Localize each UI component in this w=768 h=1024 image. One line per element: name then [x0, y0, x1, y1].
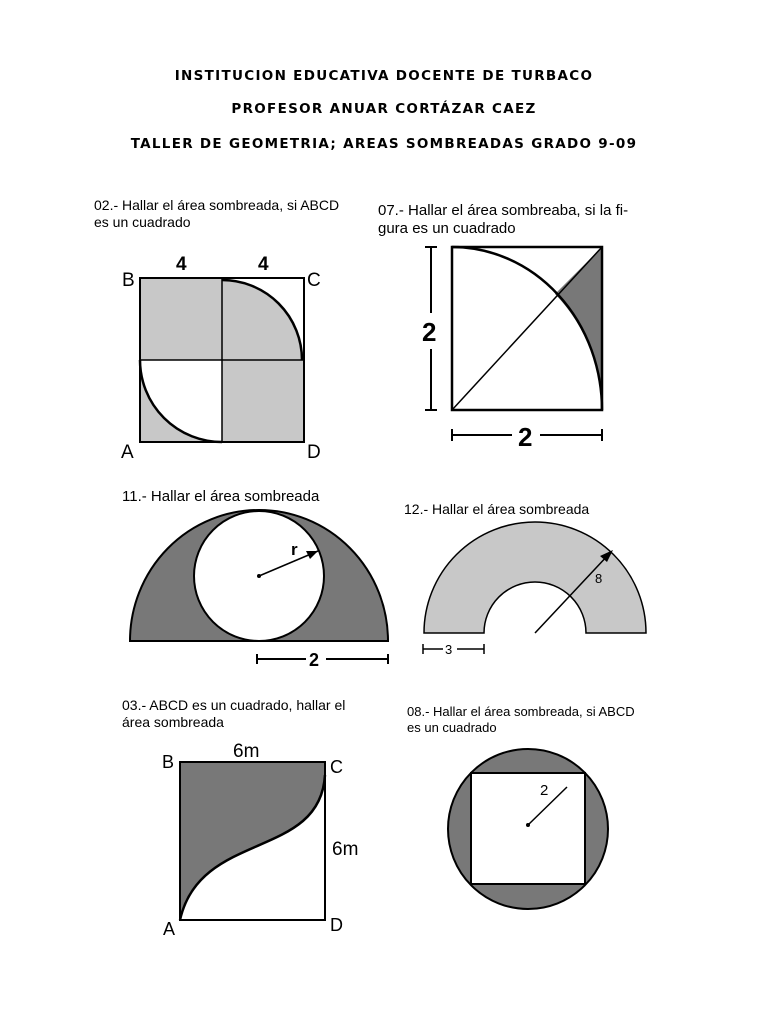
label-A: A [163, 919, 176, 939]
inscribed-square [471, 773, 585, 884]
shaded-ring [424, 522, 646, 633]
label-C: C [330, 757, 343, 777]
label-top: 6m [233, 741, 260, 762]
problem-11-title: 11.- Hallar el área sombreada [122, 488, 320, 505]
label-radius: 2 [540, 782, 549, 799]
label-B: B [162, 752, 175, 772]
label-bottom: 2 [309, 650, 320, 670]
teacher-name: PROFESOR ANUAR CORTÁZAR CAEZ [231, 101, 537, 117]
problem-03-title: 03.- ABCD es un cuadrado, hallar el área sombreada [122, 697, 346, 730]
problem-08-figure [440, 735, 620, 915]
problem-12-figure [410, 510, 660, 660]
label-bottom: 2 [518, 422, 533, 452]
problem-02-title: 02.- Hallar el área sombreada, si ABCD es un cuadrado [94, 197, 340, 230]
shaded-square-bottom-right [222, 360, 304, 442]
label-top-right: 4 [258, 254, 269, 275]
label-side: 2 [422, 317, 437, 347]
problem-07-figure [410, 240, 610, 455]
label-D: D [307, 442, 321, 463]
shaded-region [180, 762, 325, 920]
label-right: 6m [332, 839, 359, 860]
school-name: INSTITUCION EDUCATIVA DOCENTE DE TURBACO [174, 68, 594, 84]
problem-11-figure [120, 500, 400, 670]
label-radius: 8 [595, 571, 603, 586]
label-B: B [122, 270, 135, 291]
label-bottom: 3 [445, 642, 453, 657]
problem-03-figure [155, 741, 370, 940]
label-C: C [307, 270, 321, 291]
label-radius: r [291, 540, 298, 559]
workshop-title: TALLER DE GEOMETRIA; AREAS SOMBREADAS GRADO 9-09 [130, 136, 638, 152]
shaded-square-top-left [140, 278, 222, 360]
problem-02-figure [110, 250, 330, 465]
label-top-left: 4 [176, 254, 187, 275]
diagonal [452, 247, 602, 410]
problem-07-title: 07.- Hallar el área sombreaba, si la fi- gura es un cuadrado [378, 202, 629, 237]
problem-12-title: 12.- Hallar el área sombreada [404, 501, 590, 517]
problem-08-title: 08.- Hallar el área sombreada, si ABCD es un cuadrado [407, 704, 635, 735]
label-D: D [330, 915, 343, 935]
label-A: A [121, 442, 134, 463]
